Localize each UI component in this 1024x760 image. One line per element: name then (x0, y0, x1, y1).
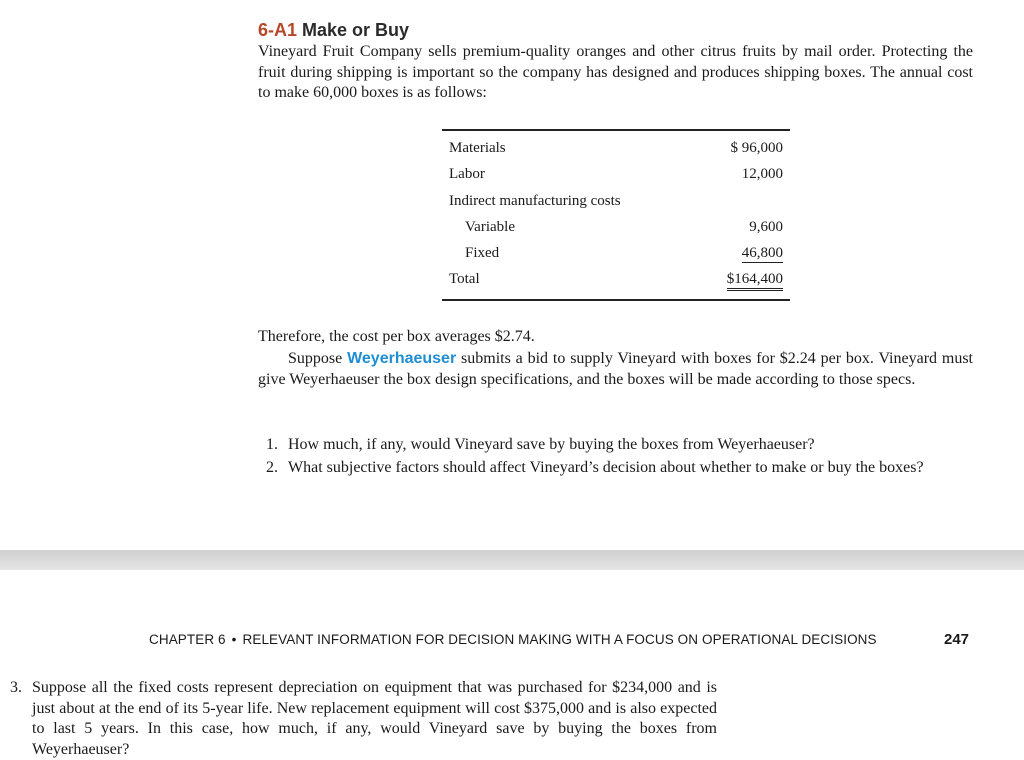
table-row (442, 190, 790, 216)
question-list (266, 434, 974, 480)
problem-title: Make or Buy (302, 20, 410, 40)
problem-intro: Vineyard Fruit Company sells premium-quality oranges and other citrus fruits by mail order. Protecting the fruit during shipping is important so the company has designed and produces shipping boxes. The annual cost to make 60,000 boxes is as follows: (258, 43, 973, 101)
list-item (266, 434, 974, 455)
row-label: Indirect manufacturing costs (449, 192, 621, 209)
problem-heading (258, 20, 409, 41)
cost-table (442, 129, 790, 301)
page-divider (0, 550, 1024, 570)
bid-paragraph (258, 349, 973, 390)
question-text: How much, if any, would Vineyard save by buying the boxes from Weyerhaeuser? (288, 436, 815, 453)
row-value: 9,600 (749, 218, 783, 235)
table-row (442, 163, 790, 189)
table-row (442, 268, 790, 294)
question-number: 1. (266, 436, 278, 453)
chapter-label: CHAPTER 6 (149, 632, 226, 647)
row-value: 46,800 (741, 245, 783, 262)
running-head (149, 632, 877, 647)
row-label: Total (449, 271, 480, 288)
question-number: 2. (266, 459, 278, 476)
bullet-separator: • (231, 632, 237, 647)
row-value: 12,000 (741, 166, 783, 183)
row-label: Labor (449, 166, 485, 183)
table-row (442, 242, 790, 268)
section-label: RELEVANT INFORMATION FOR DECISION MAKING WITH A FOCUS ON OPERATIONAL DECISIONS (242, 632, 877, 647)
list-item (10, 678, 717, 760)
question-text: What subjective factors should affect Vineyard’s decision about whether to make or buy the boxes? (288, 459, 924, 476)
question-text: Suppose all the fixed costs represent depreciation on equipment that was purchased for $234,000 and is just about at the end of its 5-year life. New replacement equipment will cost $375,000 and is also expected to last 5 years. In this case, how much, if any, would Vineyard save by buying the boxes from Weyerhaeuser? (32, 679, 717, 758)
row-label: Materials (449, 140, 506, 156)
brand-name: Weyerhaeuser (347, 350, 457, 367)
table-row (442, 216, 790, 242)
list-item (266, 457, 974, 478)
page-number: 247 (944, 631, 970, 648)
question-number: 3. (10, 679, 22, 696)
table-row (442, 137, 790, 163)
bid-text-pre: Suppose (288, 350, 348, 367)
row-value: $ 96,000 (730, 140, 783, 156)
bid-text-post: submits a bid to supply Vineyard with boxes for $2.24 per box. Vineyard must give Weyerhaeuser the box design specifications, and the boxes will be made according to those specs. (258, 350, 973, 388)
row-value: $164,400 (727, 271, 783, 291)
row-label: Fixed (465, 245, 500, 262)
cost-per-box-text: Therefore, the cost per box averages $2.74. (258, 328, 535, 345)
problem-number: 6-A1 (258, 20, 298, 40)
row-label: Variable (465, 218, 515, 235)
